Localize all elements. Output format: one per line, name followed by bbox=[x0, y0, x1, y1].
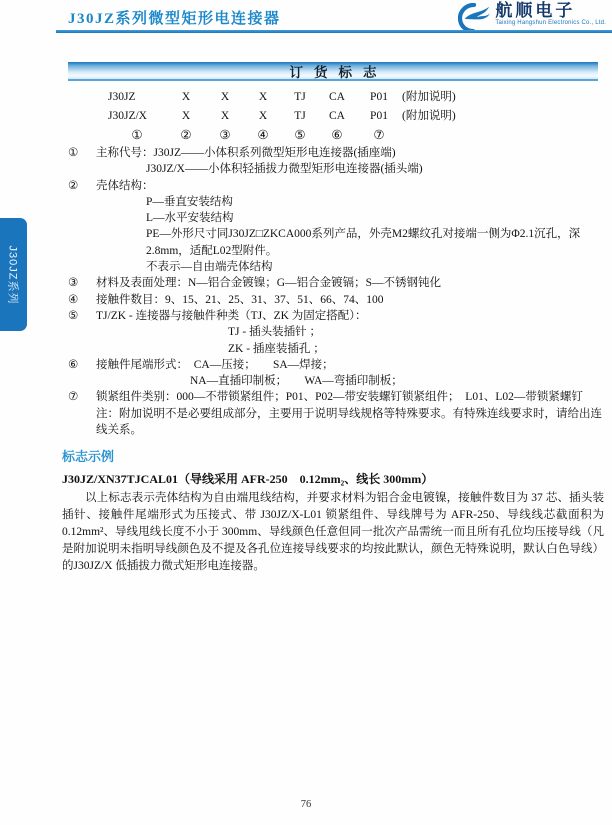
code-cell: CA bbox=[329, 110, 345, 122]
ordering-code-table bbox=[68, 88, 598, 144]
spec-subline: NA—直插印制板； WA—弯插印制板； bbox=[190, 375, 403, 388]
marking-example-section bbox=[62, 446, 604, 575]
example-heading: 标志示例 bbox=[62, 449, 115, 464]
item-text: 接触件尾端形式： CA—压接； SA—焊接； bbox=[96, 358, 334, 371]
example-code-line: J30JZ/XN37TJCAL01（导线采用 AFR-250 0.12mm₂、线长 300mm） bbox=[62, 472, 434, 486]
code-cell: X bbox=[258, 91, 268, 103]
code-cell: TJ bbox=[294, 91, 306, 103]
item-number: ④ bbox=[68, 293, 79, 306]
item-number: ⑥ bbox=[68, 358, 79, 371]
spec-subline: L—水平安装结构 bbox=[146, 212, 234, 225]
code-cell: X bbox=[181, 91, 191, 103]
code-index: ③ bbox=[219, 128, 231, 142]
code-index: ⑥ bbox=[331, 128, 343, 142]
code-index bbox=[402, 126, 598, 144]
section-header-label: 订货标志 bbox=[289, 64, 388, 80]
company-logo bbox=[458, 1, 606, 33]
spec-item bbox=[68, 357, 602, 373]
logo-swoosh-icon bbox=[458, 1, 492, 33]
code-index: ① bbox=[131, 128, 143, 142]
header-divider bbox=[56, 30, 612, 33]
item-text: 主称代号：J30JZ——小体积系列微型矩形电连接器(插座端) bbox=[96, 147, 396, 159]
code-cell: P01 bbox=[370, 91, 388, 103]
item-text: TJ/ZK - 连接器与接触件种类（TJ、ZK 为固定搭配）： bbox=[96, 309, 367, 322]
item-number: ⑦ bbox=[68, 391, 79, 404]
code-cell: P01 bbox=[370, 110, 388, 122]
spec-note: 注：附加说明不是必要组成部分，主要用于说明导线规格等特殊要求。有特殊连线要求时，请给出连线关系。 bbox=[96, 407, 602, 437]
code-index: ④ bbox=[257, 128, 269, 142]
page-number: 76 bbox=[300, 799, 312, 810]
spec-item bbox=[68, 178, 602, 194]
company-name-cn: 航顺电子 bbox=[495, 1, 576, 20]
code-index: ⑤ bbox=[294, 128, 306, 142]
code-cell: J30JZ/X bbox=[108, 110, 147, 122]
code-cell: CA bbox=[329, 91, 345, 103]
item-number: ③ bbox=[68, 277, 79, 290]
spec-item bbox=[68, 275, 602, 291]
company-name-en: Taixing Hangshun Electronics Co., Ltd. bbox=[495, 20, 606, 26]
spec-subline: ZK - 插座装插孔 ； bbox=[228, 342, 325, 355]
item-text: 壳体结构： bbox=[96, 179, 154, 192]
section-header-ordering-marks bbox=[68, 62, 598, 81]
sidebar-series-tab bbox=[0, 218, 27, 331]
item-number: ① bbox=[68, 147, 79, 159]
logo-text bbox=[495, 1, 606, 26]
code-cell: X bbox=[181, 110, 191, 122]
item-number: ⑤ bbox=[68, 309, 79, 322]
code-index: ⑦ bbox=[373, 128, 385, 142]
spec-subline: J30JZ/X——小体积轻插拔力微型矩形电连接器(插头端) bbox=[146, 163, 423, 176]
item-text: 材料及表面处理：N—铝合金镀镍；G—铝合金镀镉；S—不锈钢钝化 bbox=[96, 277, 442, 290]
code-cell: (附加说明) bbox=[402, 91, 456, 103]
spec-subline: 不表示—自由端壳体结构 bbox=[146, 261, 273, 274]
spec-item bbox=[68, 292, 602, 308]
item-text: 接触件数目：9、15、21、25、31、37、51、66、74、100 bbox=[96, 293, 384, 306]
spec-subline: PE—外形尺寸同J30JZ□ZKCA000系列产品，外壳M2螺纹孔对接端一侧为Φ2.1沉孔，深2.8mm，适配L02型附件。 bbox=[146, 228, 581, 257]
code-cell: X bbox=[220, 110, 230, 122]
spec-item bbox=[68, 308, 602, 324]
ordering-code-index-row bbox=[108, 126, 598, 144]
code-index: ② bbox=[180, 128, 192, 142]
page-title: J30JZ系列微型矩形电连接器 bbox=[68, 11, 281, 27]
spec-subline: TJ - 插头装插针 ； bbox=[228, 326, 321, 339]
item-text: 锁紧组件类别：000—不带锁紧组件；P01、P02—带安装螺钉锁紧组件； L01、L02—带锁紧螺钉 bbox=[96, 391, 583, 404]
code-cell: TJ bbox=[294, 110, 306, 122]
sidebar-series-label: J30JZ系列 bbox=[6, 245, 19, 304]
example-paragraph: 以上标志表示壳体结构为自由端甩线结构，并要求材料为铝合金电镀镍，接触件数目为 37 芯、插头装插针、接触件尾端形式为压接式、带 J30JZ/X-L01 锁紧组件、导线牌号为 AFR-250、导线线芯截面积为0.12mm²、导线甩线长度不小于 300mm、导线颜色任意但同一批次产品需统一而且所有孔位均压接导线（凡是附加说明未指明导线颜色及不提及各孔位连接导线要求的均按此默认，颜色无特殊说明，默认白色导线）的J30JZ/X 低插拔力微式矩形电连接器。 bbox=[62, 492, 604, 572]
item-number: ② bbox=[68, 179, 79, 192]
spec-item bbox=[68, 389, 602, 405]
spec-subline: P—垂直安装结构 bbox=[146, 195, 233, 208]
spec-item bbox=[68, 145, 602, 161]
spec-list bbox=[68, 145, 602, 438]
code-cell: X bbox=[258, 110, 268, 122]
ordering-code-row bbox=[108, 107, 598, 126]
code-cell: (附加说明) bbox=[402, 110, 456, 122]
ordering-code-row bbox=[108, 88, 598, 107]
code-cell: J30JZ bbox=[108, 91, 136, 103]
code-cell: X bbox=[220, 91, 230, 103]
